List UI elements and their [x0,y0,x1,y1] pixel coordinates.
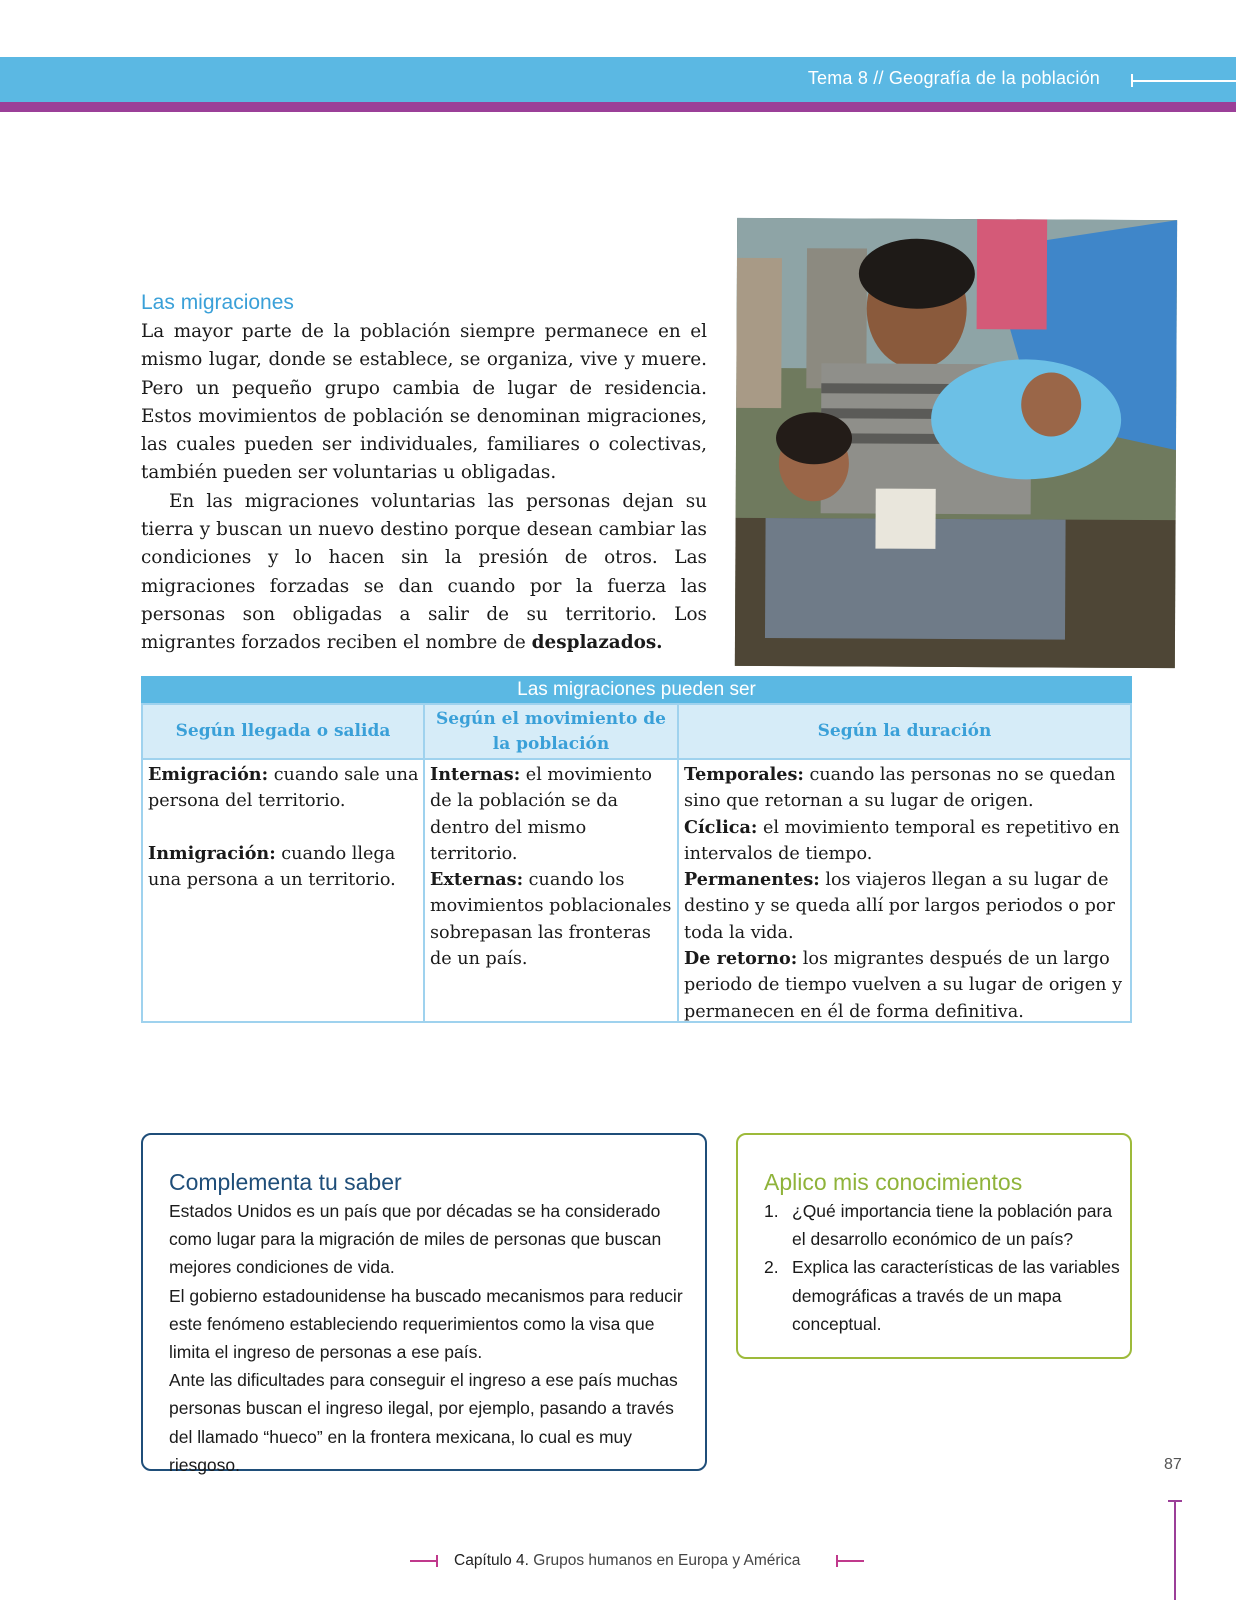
complementa-box [141,1133,707,1475]
paragraph-1: La mayor parte de la población siempre permanece en el mismo lugar, donde se establece, se organiza, vive y muere. Pero un pequeño grupo cambia de lugar de residencia. Estos movimientos de población se denominan migraciones, las cuales pueden ser individuales, familiares o colectivas, también pueden ser voluntarias u obligadas. [141,321,707,484]
footer-tick-right [836,1555,838,1567]
complementa-p1: Estados Unidos es un país que por décadas se ha considerado como lugar para la migración de miles de personas que buscan mejores condiciones de vida. [169,1201,662,1278]
term-internas: Internas: [430,764,521,785]
footer-rule-right [836,1560,864,1562]
complementa-p3: Ante las dificultades para conseguir el ingreso a ese país muchas personas buscan el ingreso ilegal, por ejemplo, pasando a través del llamado “hueco” en la frontera mexicana, lo cual es muy riesgoso. [169,1370,678,1475]
aplico-item-number: 1. [764,1201,779,1221]
cell-spacer [148,815,419,841]
term-inmigracion: Inmigración: [148,842,276,864]
term-retorno: De retorno: [684,948,798,970]
footer-chapter [454,1552,800,1570]
aplico-item [764,1253,1124,1338]
paragraph-2-bold: desplazados. [531,632,663,654]
complementa-p2: El gobierno estadounidense ha buscado mecanismos para reducir este fenómeno estableciendo requerimientos como la visa que limita el ingreso de personas a ese país. [169,1285,683,1363]
footer-rule-left [410,1560,438,1562]
term-externas: Externas: [430,869,524,891]
photo-illustration [735,218,1177,668]
paragraph-2-text: En las migraciones voluntarias las personas dejan su tierra y buscan un nuevo destino porque desean cambiar las condiciones y lo hacen sin la presión de otros. Las migraciones forzadas se dan cuando por la fuerza las personas son obligadas a salir de su territorio. Los migrantes forzados reciben el nombre de [141,490,707,654]
term-permanentes: Permanentes: [684,869,820,891]
cell-entry-internas [430,762,673,867]
def-inmigracion: cuando llega una persona a un territorio. [148,843,396,890]
cell-entry-permanentes [684,867,1126,946]
photo-family-displaced [735,218,1177,668]
section-body [141,318,707,658]
aplico-list [764,1197,1124,1338]
def-temporales: cuando las personas no se quedan sino que retornan a su lugar de origen. [684,765,1116,812]
footer-chapter-title: Grupos humanos en Europa y América [528,1552,801,1569]
page-rule [1174,1500,1176,1600]
term-emigracion: Emigración: [148,764,269,785]
footer-chapter-number: Capítulo 4. [454,1552,529,1569]
def-permanentes: los viajeros llegan a su lugar de destino y se queda allí por largos periodos o por toda la vida. [684,870,1115,943]
page-header-title: Tema 8 // Geografía de la población [807,68,1100,88]
footer-tick-left [436,1555,438,1567]
def-ciclica: el movimiento temporal es repetitivo en intervalos de tiempo. [684,817,1120,864]
aplico-item-number: 2. [764,1257,779,1278]
aplico-title: Aplico mis conocimientos [764,1169,1023,1195]
cell-entry-emigracion [148,762,419,815]
term-ciclica: Cíclica: [684,816,758,838]
aplico-item-text: Explica las características de las variables demográficas a través de un mapa conceptual. [792,1257,1120,1334]
section-title: Las migraciones [141,291,294,314]
cell-entry-externas [430,867,673,972]
def-emigracion: cuando sale una persona del territorio. [148,765,419,812]
complementa-text [169,1197,689,1479]
aplico-item-text: ¿Qué importancia tiene la población para el desarrollo económico de un país? [792,1201,1113,1250]
table-header-llegada-salida: Según llegada o salida [141,703,425,760]
def-internas: el movimiento de la población se da dentro del mismo territorio. [430,765,652,864]
table-cell-llegada-salida [141,760,425,1023]
cell-entry-retorno [684,946,1126,1025]
table-caption: Las migraciones pueden ser [141,676,1132,703]
aplico-box [736,1133,1132,1359]
table-cell-duracion [677,760,1132,1023]
def-retorno: los migrantes después de un largo periodo de tiempo vuelven a su lugar de origen y permanecen en él de forma definitiva. [684,949,1123,1022]
header-stripe [0,102,1236,112]
def-externas: cuando los movimientos poblacionales sobrepasan las fronteras de un país. [430,870,672,970]
table-header-duracion: Según la duración [677,703,1132,760]
page-number: 87 [1164,1456,1182,1473]
term-temporales: Temporales: [684,764,804,785]
cell-entry-inmigracion [148,841,419,894]
cell-entry-ciclica [684,815,1126,868]
aplico-item [764,1197,1124,1253]
complementa-title: Complementa tu saber [169,1169,402,1195]
header-rule [1131,80,1236,82]
table-cell-movimiento [423,760,679,1023]
table-header-movimiento: Según el movimiento de la población [423,703,679,760]
cell-entry-temporales [684,762,1126,815]
paragraph-2 [141,488,707,658]
